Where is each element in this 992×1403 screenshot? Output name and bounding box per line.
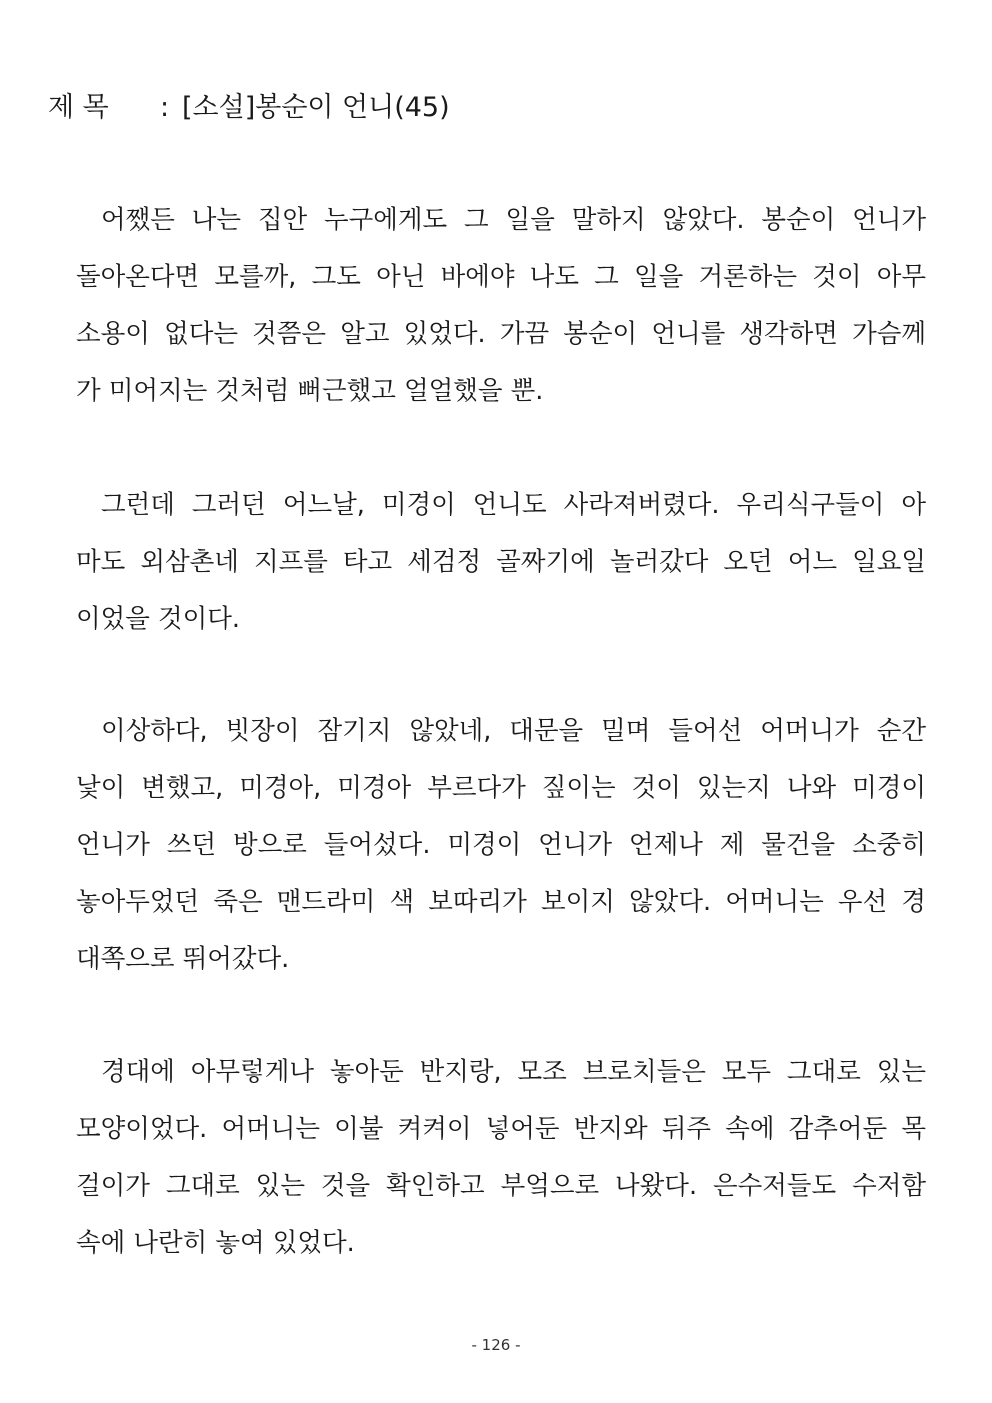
paragraph-line: 속에 나란히 놓여 있었다. — [76, 1228, 355, 1258]
paragraph-4 — [76, 1044, 926, 1272]
paragraph-line: 낯이 변했고, 미경아, 미경아 부르다가 짚이는 것이 있는지 나와 미경이 — [76, 773, 926, 803]
paragraph-line: 대쪽으로 뛰어갔다. — [76, 944, 290, 974]
paragraph-line: 마도 외삼촌네 지프를 타고 세검정 골짜기에 놀러갔다 오던 어느 일요일 — [76, 547, 926, 577]
page-number: - 126 - — [471, 1336, 521, 1354]
title-separator: : — [160, 92, 170, 123]
paragraph-3 — [76, 703, 926, 988]
paragraph-line: 소용이 없다는 것쯤은 알고 있었다. 가끔 봉순이 언니를 생각하면 가슴께 — [76, 319, 926, 349]
paragraph-line: 이상하다, 빗장이 잠기지 않았네, 대문을 밀며 들어선 어머니가 순간 — [101, 716, 926, 746]
title-text: [소설]봉순이 언니(45) — [182, 92, 450, 123]
paragraph-line: 언니가 쓰던 방으로 들어섰다. 미경이 언니가 언제나 제 물건을 소중히 — [76, 830, 926, 860]
paragraph-line: 어쨌든 나는 집안 누구에게도 그 일을 말하지 않았다. 봉순이 언니가 — [101, 205, 926, 235]
paragraph-1 — [76, 192, 926, 420]
paragraph-line: 모양이었다. 어머니는 이불 켜켜이 넣어둔 반지와 뒤주 속에 감추어둔 목 — [76, 1114, 926, 1144]
paragraph-line: 경대에 아무렇게나 놓아둔 반지랑, 모조 브로치들은 모두 그대로 있는 — [101, 1057, 926, 1087]
paragraph-2 — [76, 477, 926, 648]
title-label: 제 목 — [48, 92, 109, 123]
paragraph-line: 돌아온다면 모를까, 그도 아닌 바에야 나도 그 일을 거론하는 것이 아무 — [76, 262, 926, 292]
paragraph-line: 걸이가 그대로 있는 것을 확인하고 부엌으로 나왔다. 은수저들도 수저함 — [76, 1171, 926, 1201]
paragraph-line: 놓아두었던 죽은 맨드라미 색 보따리가 보이지 않았다. 어머니는 우선 경 — [76, 887, 926, 917]
paragraph-line: 이었을 것이다. — [76, 604, 241, 634]
paragraph-line: 가 미어지는 것처럼 뻐근했고 얼얼했을 뿐. — [76, 376, 544, 406]
paragraph-line: 그런데 그러던 어느날, 미경이 언니도 사라져버렸다. 우리식구들이 아 — [101, 490, 926, 520]
document-title — [48, 88, 450, 128]
